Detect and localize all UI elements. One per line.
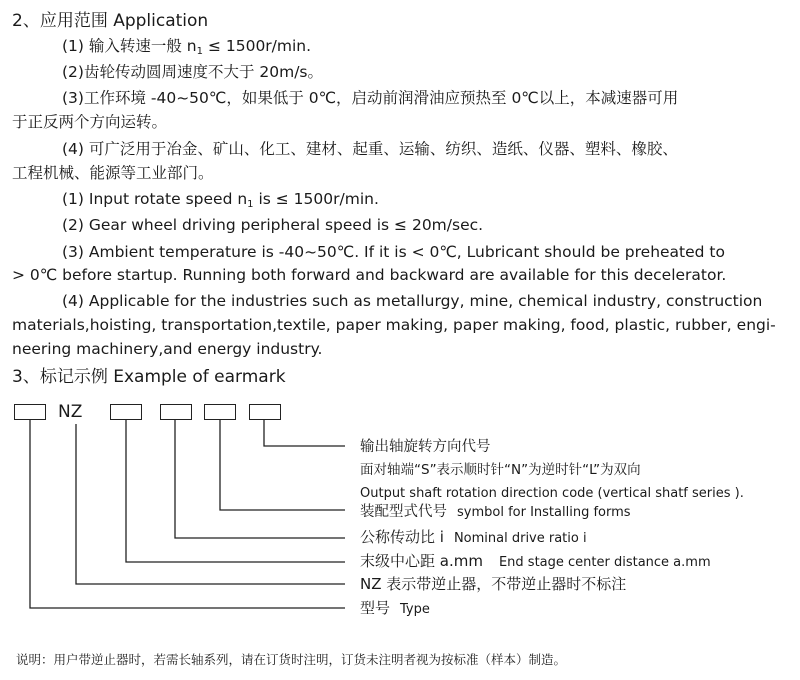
label-nz: NZ 表示带逆止器，不带逆止器时不标注 (360, 575, 627, 593)
en-item-industries-line3: neering machinery,and energy industry. (12, 340, 323, 358)
label-type: 型号 Type (360, 599, 430, 617)
section-application-title: 2、应用范围 Application (12, 11, 209, 31)
en-item-input-speed: (1) Input rotate speed $n_1$ is ≤ 1500r/min. (62, 190, 379, 210)
zh-item-input-speed: (1) 输入转速一般 $n_1 \le 1500r/\min$. (62, 37, 312, 57)
label-installing-form: 装配型式代号 symbol for Installing forms (360, 504, 631, 520)
footnote: 说明：用户带逆止器时，若需长轴系列，请在订货时注明，订货未注明者视为按标准（样本）制造。 (16, 652, 567, 667)
leader-rotation-direction (264, 420, 345, 446)
section-earmark-title: 3、标记示例 Example of earmark (12, 367, 286, 387)
label-drive-ratio: 公称传动比 i Nominal drive ratio i (360, 528, 587, 546)
zh-item-industries-line2: 工程机械、能源等工业部门。 (12, 164, 214, 182)
en-item-ambient-line2: > 0℃ before startup. Running both forward and backward are available for this decelerator. (12, 266, 727, 284)
nz-code-prefix: NZ (58, 402, 83, 422)
en-item-ambient-line1: (3) Ambient temperature is -40~50℃. If it is < 0℃, Lubricant should be preheated to (62, 243, 725, 261)
en-item-industries-line1: (4) Applicable for the industries such as metallurgy, mine, chemical industry, construction (62, 292, 763, 310)
label-rotation-direction-detail: 面对轴端“S”表示顺时针“N”为逆时针“L”为双向 (360, 462, 641, 478)
leader-nz (76, 424, 345, 584)
leader-installing-form (220, 420, 345, 510)
zh-item-industries-line1: (4) 可广泛用于冶金、矿山、化工、建材、起重、运输、纺织、造纸、仪器、塑料、橡胶、 (62, 140, 678, 158)
zh-item-gear-speed: (2)齿轮传动圆周速度不大于 20m/s。 (62, 63, 324, 81)
en-item-gear-speed: (2) Gear wheel driving peripheral speed is ≤ 20m/sec. (62, 216, 484, 234)
leader-center-distance (126, 420, 345, 562)
leader-drive-ratio (175, 420, 345, 538)
label-rotation-direction: 输出轴旋转方向代号 (360, 439, 491, 455)
label-center-distance: 末级中心距 a.mm End stage center distance a.mm (360, 552, 711, 570)
label-rotation-direction-en: Output shaft rotation direction code (vertical shatf series ). (360, 486, 744, 501)
en-item-industries-line2: materials,hoisting, transportation,textile, paper making, paper making, food, plastic, rubber, engi- (12, 316, 776, 334)
zh-item-environment-line2: 于正反两个方向运转。 (12, 113, 168, 131)
zh-item-environment-line1: (3)工作环境 -40~50℃，如果低于 0℃，启动前润滑油应预热至 0℃以上，本减速器可用 (62, 89, 679, 107)
leader-type (30, 420, 345, 608)
